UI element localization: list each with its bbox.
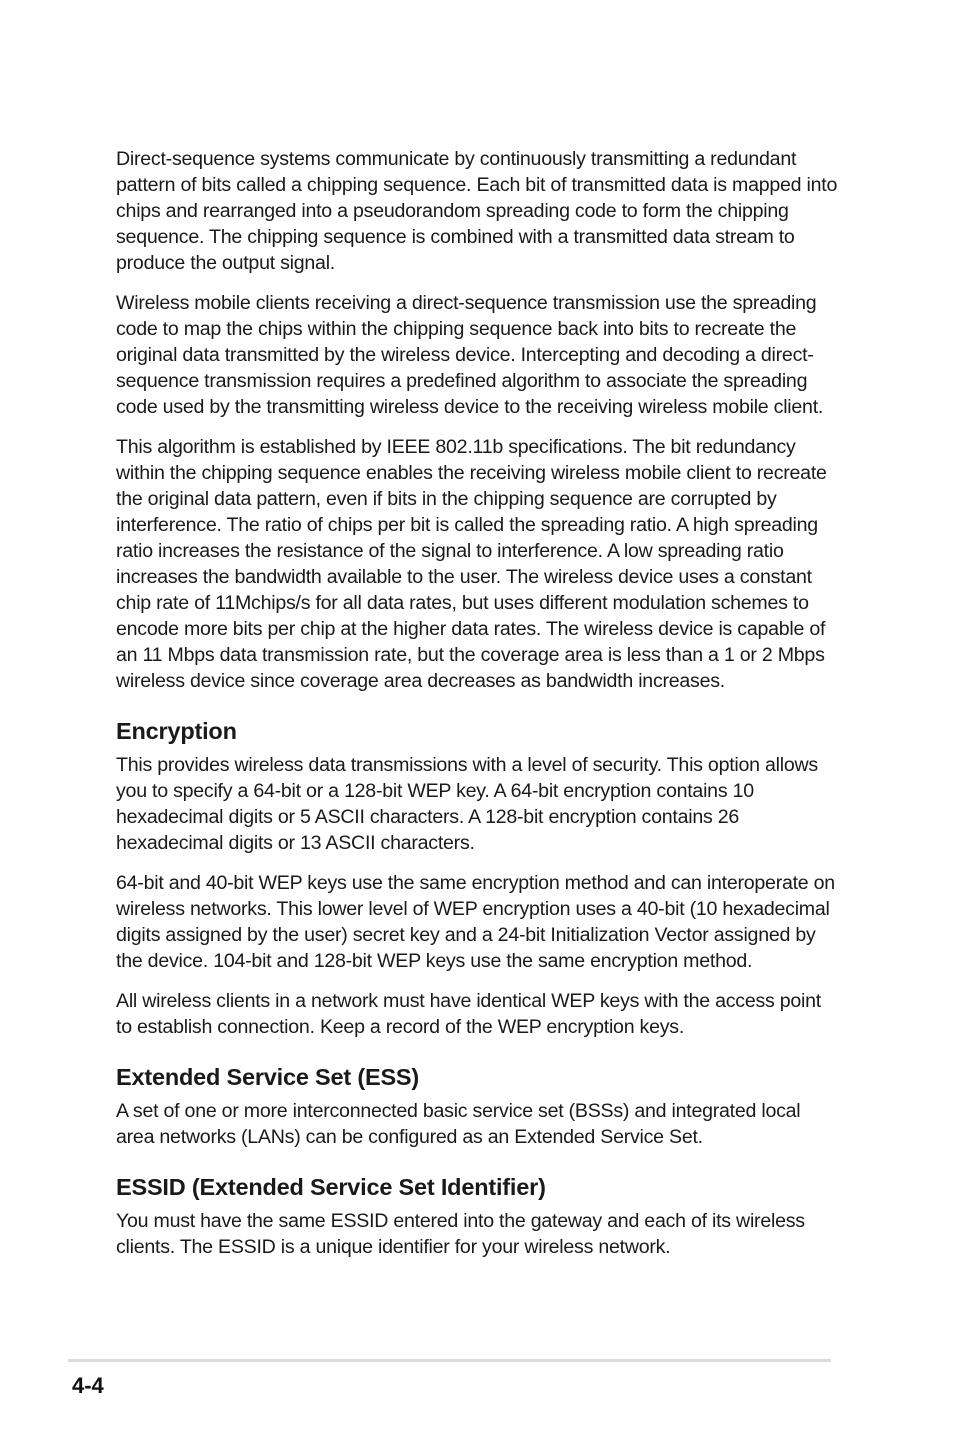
- page-body: [116, 146, 838, 1274]
- heading-ess: Extended Service Set (ESS): [116, 1064, 420, 1090]
- footer-divider: [68, 1359, 831, 1362]
- paragraph-algorithm: This algorithm is established by IEEE 802.11b specifications. The bit redundancy within the chipping sequence enables the receiving wireless mobile client to recreate the original data pattern, even if bits in the chipping sequence are corrupted by interference. The ratio of chips per bit is called the spreading ratio. A high spreading ratio increases the resistance of the signal to interference. A low spreading ratio increases the bandwidth available to the user. The wireless device uses a constant chip rate of 11Mchips/s for all data rates, but uses different modulation schemes to encode more bits per chip at the higher data rates. The wireless device is capable of an 11 Mbps data transmission rate, but the coverage area is less than a 1 or 2 Mbps wireless device since coverage area decreases as bandwidth increases.: [116, 436, 827, 692]
- paragraph-direct-sequence: Direct-sequence systems communicate by continuously transmitting a redundant pattern of bits called a chipping sequence. Each bit of transmitted data is mapped into chips and rearranged into a pseudorandom spreading code to form the chipping sequence. The chipping sequence is combined with a transmitted data stream to produce the output signal.: [116, 148, 838, 274]
- paragraph-wep-keys: 64-bit and 40-bit WEP keys use the same encryption method and can interoperate on wireless networks. This lower level of WEP encryption uses a 40-bit (10 hexadecimal digits assigned by the user) secret key and a 24-bit Initialization Vector assigned by the device. 104-bit and 128-bit WEP keys use the same encryption method.: [116, 872, 835, 972]
- paragraph-encryption-intro: This provides wireless data transmissions with a level of security. This option allows you to specify a 64-bit or a 128-bit WEP key. A 64-bit encryption contains 10 hexadecimal digits or 5 ASCII characters. A 128-bit encryption contains 26 hexadecimal digits or 13 ASCII characters.: [116, 754, 818, 854]
- paragraph-spreading-code: Wireless mobile clients receiving a direct-sequence transmission use the spreading code to map the chips within the chipping sequence back into bits to recreate the original data transmitted by the wireless device. Intercepting and decoding a direct-sequence transmission requires a predefined algorithm to associate the spreading code used by the transmitting wireless device to the receiving wireless mobile client.: [116, 292, 824, 418]
- paragraph-identical-keys: All wireless clients in a network must have identical WEP keys with the access point to establish connection. Keep a record of the WEP encryption keys.: [116, 990, 822, 1038]
- heading-essid: ESSID (Extended Service Set Identifier): [116, 1174, 546, 1200]
- page-number: 4-4: [72, 1373, 104, 1398]
- paragraph-essid: You must have the same ESSID entered into the gateway and each of its wireless clients. The ESSID is a unique identifier for your wireless network.: [116, 1210, 805, 1258]
- heading-encryption: Encryption: [116, 718, 237, 744]
- paragraph-ess: A set of one or more interconnected basic service set (BSSs) and integrated local area networks (LANs) can be configured as an Extended Service Set.: [116, 1100, 801, 1148]
